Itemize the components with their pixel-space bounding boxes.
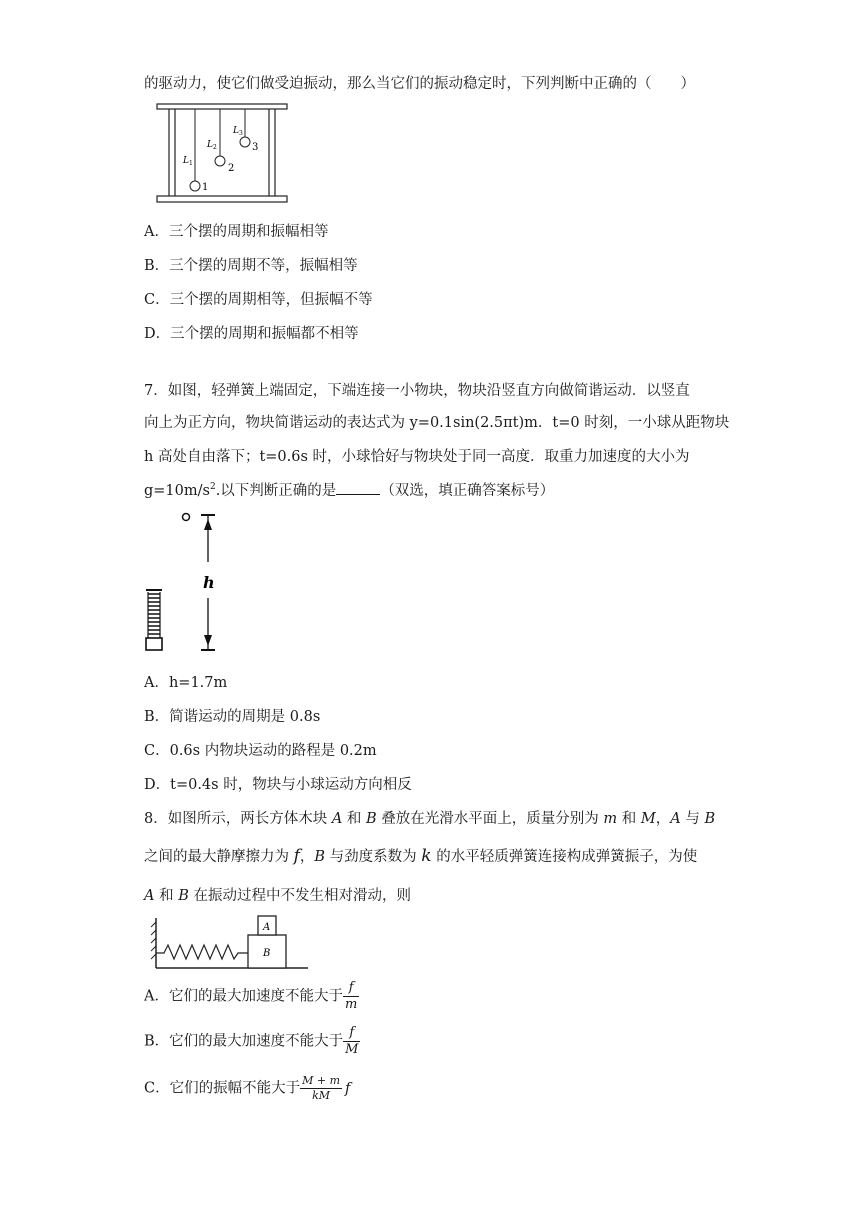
q7-line3: h 高处自由落下；t=0.6s 时，小球恰好与物块处于同一高度．取重力加速度的大小为 xyxy=(144,449,690,465)
block-a-label: A xyxy=(263,922,271,933)
fraction: $\frac{f}{M}$ xyxy=(345,1025,359,1057)
q8-line1: 8．如图所示，两长方体木块 A 和 B 叠放在光滑水平面上，质量分别为 m 和 M，A 与 B xyxy=(144,811,716,827)
q7-line2: 向上为正方向，物块简谐运动的表达式为 y=0.1sin(2.5πt)m．t=0 时刻，一小球从距物块 xyxy=(144,415,730,431)
label-L3: L xyxy=(233,126,239,136)
label-L2: L xyxy=(207,140,213,150)
q7-option-a: A．h=1.7m xyxy=(144,675,228,691)
q7-option-d: D．t=0.4s 时，物块与小球运动方向相反 xyxy=(144,777,412,793)
q8-option-c: C．它们的振幅不能大于 $\frac{M + m}{kM}$ f xyxy=(144,1074,351,1102)
q6-pendulum-figure xyxy=(155,103,290,205)
q6-option-c: C．三个摆的周期相等，但振幅不等 xyxy=(144,292,373,308)
label-2: 2 xyxy=(228,163,235,174)
q8-line2: 之间的最大静摩擦力为 f，B 与劲度系数为 k 的水平轻质弹簧连接构成弹簧振子，为使 xyxy=(144,846,698,866)
fraction: $\frac{M + m}{kM}$ xyxy=(302,1074,340,1102)
answer-blank xyxy=(336,482,380,495)
q7-spring-ball-figure xyxy=(140,510,230,655)
q8-blocks-spring-figure xyxy=(150,912,312,972)
label-L1-sub: 1 xyxy=(189,160,193,167)
q6-option-a: A．三个摆的周期和振幅相等 xyxy=(144,224,329,240)
block-b-label: B xyxy=(263,948,271,959)
fraction: $\frac{f}{m}$ xyxy=(344,980,358,1012)
label-L2-sub: 2 xyxy=(213,144,217,151)
label-1: 1 xyxy=(202,182,209,193)
label-L1: L xyxy=(183,156,189,166)
h-label: h xyxy=(203,573,215,592)
q8-option-a: A．它们的最大加速度不能大于 $\frac{f}{m}$ xyxy=(144,980,358,1012)
q7-option-b: B．简谐运动的周期是 0.8s xyxy=(144,709,321,725)
q7-option-c: C．0.6s 内物块运动的路程是 0.2m xyxy=(144,743,377,759)
q8-line3: A 和 B 在振动过程中不发生相对滑动，则 xyxy=(144,888,411,904)
q6-stem-tail: 的驱动力，使它们做受迫振动，那么当它们的振动稳定时，下列判断中正确的（ ） xyxy=(144,76,695,92)
label-L3-sub: 3 xyxy=(239,130,243,137)
q7-line1: 7．如图，轻弹簧上端固定，下端连接一小物块，物块沿竖直方向做简谐运动．以竖直 xyxy=(144,383,690,399)
q7-line4: $g=10m/s^2$.以下判断正确的是 （双选，填正确答案标号） xyxy=(144,482,555,499)
q6-option-d: D．三个摆的周期和振幅都不相等 xyxy=(144,326,359,342)
q8-option-b: B．它们的最大加速度不能大于 $\frac{f}{M}$ xyxy=(144,1025,359,1057)
label-3: 3 xyxy=(252,142,259,153)
q6-option-b: B．三个摆的周期不等，振幅相等 xyxy=(144,258,358,274)
